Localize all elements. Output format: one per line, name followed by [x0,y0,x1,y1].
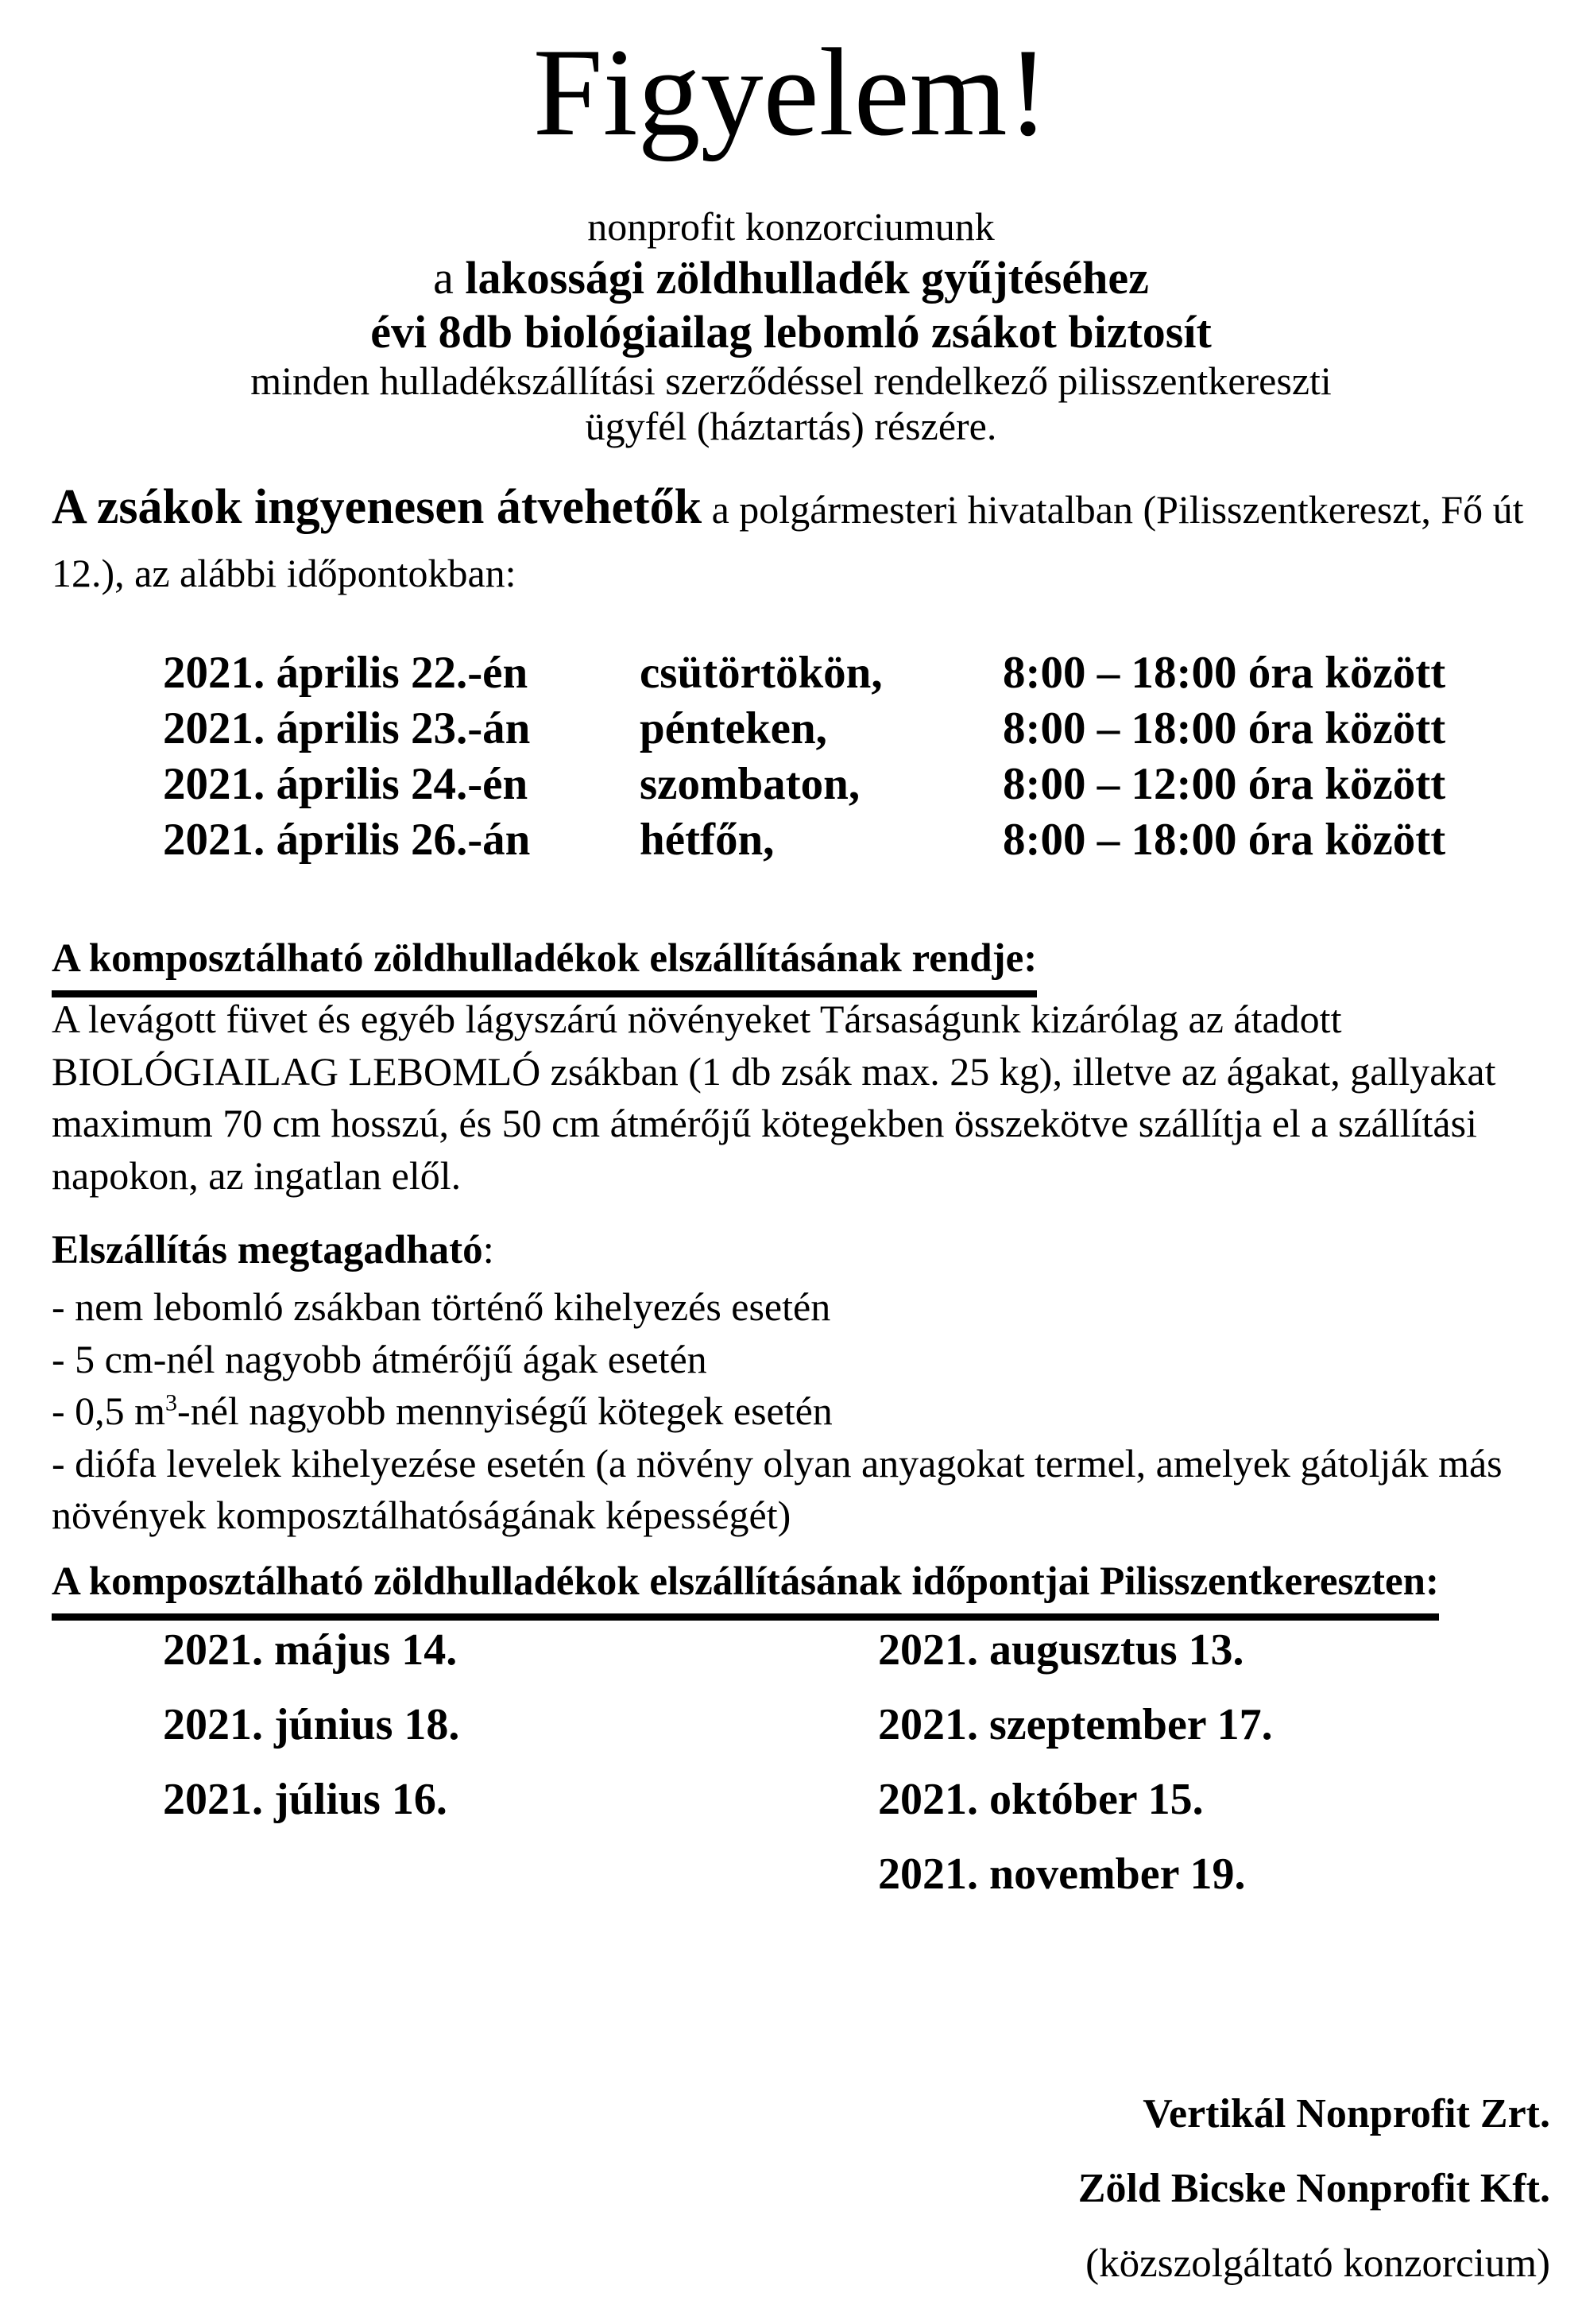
date-item: 2021. július 16. [163,1775,447,1824]
schedule-day: hétfőn, [640,815,775,865]
refusal-item-3-pre: - 0,5 m [52,1389,166,1433]
schedule-time: 8:00 – 18:00 óra között [1003,703,1446,753]
schedule-day: pénteken, [640,703,827,753]
pickup-lead-bold: A zsákok ingyenesen átvehetők [52,480,702,534]
refusal-item: - 5 cm-nél nagyobb átmérőjű ágak esetén [52,1336,707,1381]
refusal-heading-colon: : [482,1228,494,1272]
page-title: Figyelem! [532,23,1050,162]
rules-line: A levágott füvet és egyéb lágyszárú növényeket Társaságunk kizárólag az átadott [52,997,1342,1041]
footer-org-3: (közszolgáltató konzorcium) [1085,2241,1550,2286]
intro-line-5: ügyfél (háztartás) részére. [585,404,997,448]
intro-line-2-prefix: a [433,252,466,304]
date-item: 2021. november 19. [878,1850,1246,1899]
schedule-row [163,701,1445,757]
schedule-time: 8:00 – 12:00 óra között [1003,759,1446,809]
section-heading-rules [52,935,1037,997]
collection-dates-right [878,1626,1273,1925]
pickup-lead-rest: a polgármesteri hivatalban (Pilisszentkereszt, Fő út [702,487,1524,532]
refusal-heading-text: Elszállítás megtagadható [52,1228,483,1272]
date-item: 2021. június 18. [163,1700,460,1749]
date-item: 2021. szeptember 17. [878,1700,1273,1749]
refusal-item-3-post: -nél nagyobb mennyiségű kötegek esetén [177,1389,833,1433]
schedule-row [163,757,1445,812]
intro-line-2-bold: lakossági zöldhulladék gyűjtéséhez [465,252,1149,304]
section-heading-collection [52,1558,1439,1621]
section-heading-collection-text: A komposztálható zöldhulladékok elszállításának időpontjai Pilisszentkereszten: [52,1558,1439,1621]
rules-line: BIOLÓGIAILAG LEBOMLÓ zsákban (1 db zsák max. 25 kg), illetve az ágakat, gallyakat [52,1048,1496,1094]
schedule-day: csütörtökön, [640,648,883,698]
refusal-item-continuation: növények komposztálhatóságának képességét) [52,1493,791,1537]
refusal-item-3-superscript: 3 [165,1389,178,1416]
rules-paragraph [52,994,1496,1202]
collection-dates-left [163,1626,459,1850]
refusal-item: - diófa levelek kihelyezése esetén (a növény olyan anyagokat termel, amelyek gátolják más [52,1440,1503,1485]
footer-org-1: Vertikál Nonprofit Zrt. [1143,2091,1550,2136]
rules-line: maximum 70 cm hosszú, és 50 cm átmérőjű kötegekben összekötve szállítja el a szállítási [52,1101,1477,1145]
schedule-table [163,645,1445,868]
schedule-day: szombaton, [640,759,861,809]
footer-org-2: Zöld Bicske Nonprofit Kft. [1077,2166,1550,2211]
intro-line-4: minden hulladékszállítási szerződéssel rendelkező pilisszentkereszti [250,358,1332,403]
refusal-item: - nem lebomló zsákban történő kihelyezés esetén [52,1284,831,1329]
refusal-item [52,1385,1503,1438]
pickup-line-1 [52,482,1545,536]
section-heading-rules-text: A komposztálható zöldhulladékok elszállításának rendje: [52,935,1037,997]
schedule-date: 2021. április 24.-én [163,759,528,809]
intro-line-2 [0,253,1582,304]
pickup-line-2: 12.), az alábbi időpontokban: [52,550,516,595]
section-heading-refusal [52,1226,494,1275]
schedule-date: 2021. április 26.-án [163,815,531,865]
schedule-date: 2021. április 22.-én [163,648,528,698]
schedule-time: 8:00 – 18:00 óra között [1003,648,1446,698]
date-item: 2021. október 15. [878,1775,1204,1824]
schedule-date: 2021. április 23.-án [163,703,531,753]
refusal-list [52,1281,1503,1542]
pickup-paragraph [52,482,1545,599]
date-item: 2021. május 14. [163,1625,458,1675]
rules-line: napokon, az ingatlan elől. [52,1152,462,1198]
schedule-time: 8:00 – 18:00 óra között [1003,815,1446,865]
intro-line-3: évi 8db biológiailag lebomló zsákot biztosít [370,306,1212,358]
intro-line-1: nonprofit konzorciumunk [587,204,995,249]
schedule-row [163,812,1445,868]
date-item: 2021. augusztus 13. [878,1625,1244,1675]
footer-signature-block [1078,2090,1550,2314]
schedule-row [163,645,1445,701]
